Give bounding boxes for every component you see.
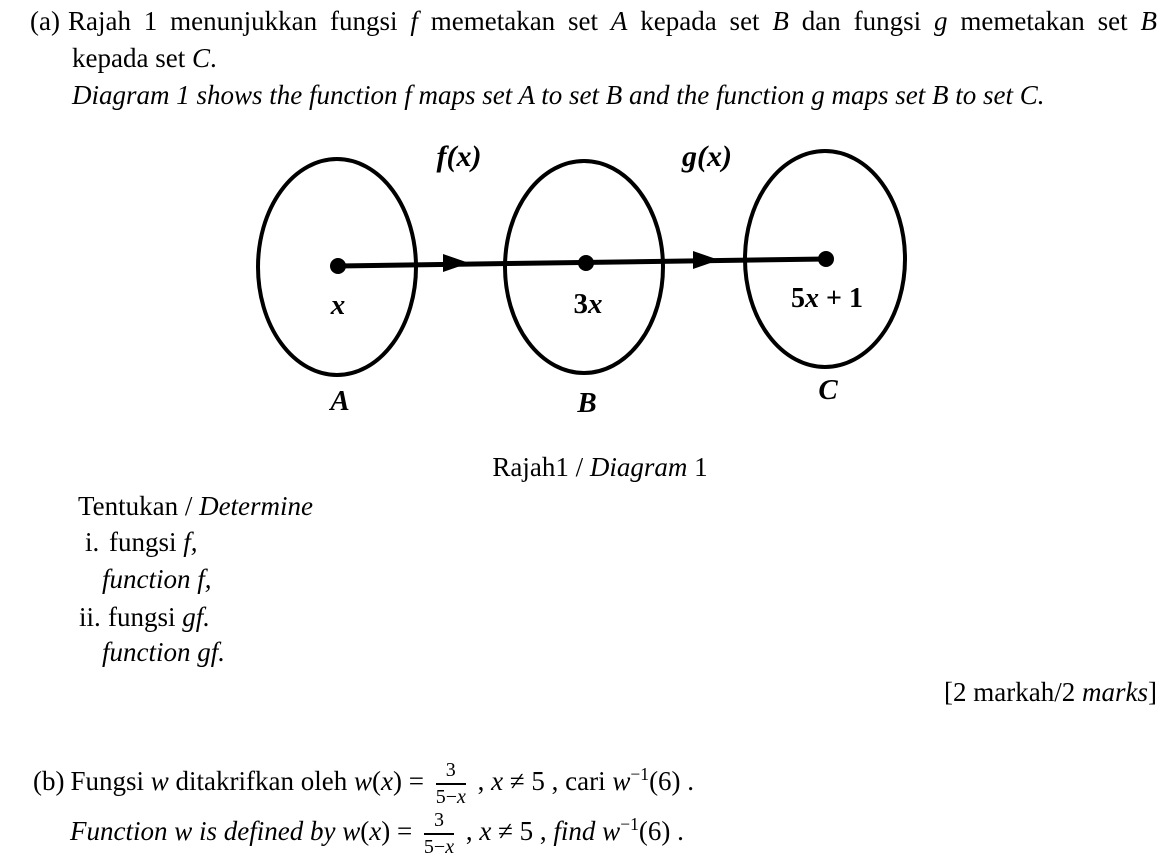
- list-item-ii-number: ii.: [79, 602, 101, 632]
- question-b-line1-text: Fungsi w ditakrifkan oleh w(x) = $\frac{3}{5-x}$ , x ≠ 5 , cari $w^{-1}(6)$ .: [70, 759, 695, 808]
- list-item-i-malay: fungsi f,: [109, 527, 198, 557]
- list-item-i: [85, 527, 198, 558]
- diagram-caption: Rajah1 / Diagram 1: [492, 452, 708, 482]
- question-b-label: (b): [33, 766, 65, 797]
- list-item-ii-english: function gf.: [102, 637, 225, 667]
- function-f-label: f(x): [436, 140, 482, 173]
- set-b-name-label: B: [577, 387, 597, 419]
- arrowhead-f-icon: [443, 254, 469, 272]
- question-a-line2: kepada set C.: [72, 43, 217, 73]
- function-g-label: g(x): [682, 140, 732, 173]
- question-a-line3-english: Diagram 1 shows the function f maps set A to set B and the function g maps set B to set C.: [72, 80, 1045, 110]
- set-b-var: x: [588, 288, 603, 320]
- fraction: $\frac{3}{5-x}$: [435, 759, 466, 808]
- question-a-line1-text: Rajah 1 menunjukkan fungsi f memetakan set A kepada set B dan fungsi g memetakan set B: [67, 6, 1157, 36]
- arrowhead-g-icon: [693, 251, 719, 269]
- marks-allocation: [2 markah/2 marks]: [944, 677, 1157, 707]
- question-a-label: (a): [30, 6, 60, 36]
- set-c-var: x: [805, 283, 820, 314]
- element-dot-a: [330, 258, 346, 274]
- question-a-line1: [30, 6, 1157, 37]
- list-item-i-english: function f,: [102, 564, 212, 594]
- list-item-ii: [79, 602, 210, 633]
- list-item-ii-malay: fungsi gf.: [108, 602, 211, 632]
- set-c-rest: + 1: [819, 283, 863, 314]
- element-dot-c: [818, 251, 834, 267]
- question-b-line2-english: Function w is defined by w(x) = $\frac{3}{5-x}$ , x ≠ 5 , find $w^{-1}(6)$ .: [70, 809, 684, 858]
- list-item-i-number: i.: [85, 527, 100, 557]
- set-c-coeff: 5: [791, 283, 806, 314]
- set-b-coeff: 3: [573, 288, 588, 320]
- question-b-line1: [33, 759, 694, 809]
- fraction: $\frac{3}{5-x}$: [423, 809, 455, 858]
- set-c-name-label: C: [818, 374, 838, 406]
- set-b-element-label: [574, 288, 603, 320]
- set-c-element-label: [791, 283, 863, 314]
- set-a-element-label: x: [330, 289, 346, 321]
- determine-heading: Tentukan / Determine: [78, 491, 314, 521]
- set-a-name-label: A: [330, 385, 350, 417]
- mapping-diagram: [230, 138, 930, 428]
- element-dot-b: [578, 255, 594, 271]
